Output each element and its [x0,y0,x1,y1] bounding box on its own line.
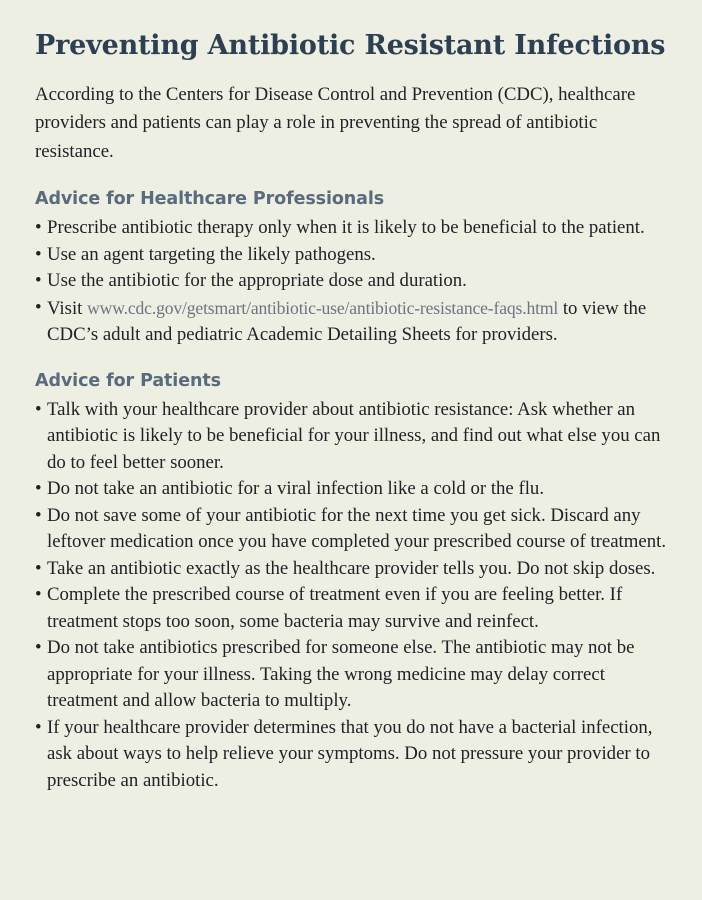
bullet-icon: • [35,584,42,606]
healthcare-item-text: Use an agent targeting the likely pathogens. [47,243,376,265]
bullet-icon: • [35,716,42,738]
patient-item-text: If your healthcare provider determines that you do not have a bacterial infection, ask about ways to help relieve your symptoms. Do not pressure your provider to prescribe an antibiotic. [47,716,653,791]
patient-item-text: Complete the prescribed course of treatment even if you are feeling better. If treatment stops too soon, some bacteria may survive and reinfect. [47,584,623,632]
patient-list-item [35,503,676,556]
cdc-website-link[interactable]: www.cdc.gov/getsmart/antibiotic-use/antibiotic-resistance-faqs.html [87,297,559,318]
bullet-icon: • [35,478,42,500]
intro-paragraph: According to the Centers for Disease Control and Prevention (CDC), healthcare providers and patients can play a role in preventing the spread of antibiotic resistance. [35,84,636,162]
patients-heading: Advice for Patients [35,370,221,391]
healthcare-professionals-heading: Advice for Healthcare Professionals [35,189,385,210]
healthcare-list-item [35,268,676,295]
page-title: Preventing Antibiotic Resistant Infections [35,30,666,61]
bullet-icon: • [35,557,42,579]
healthcare-list-item [35,215,676,242]
bullet-icon: • [35,217,42,239]
patients-list [35,397,676,795]
bullet-icon: • [35,504,42,526]
patient-item-text: Do not take antibiotics prescribed for someone else. The antibiotic may not be appropriate for your illness. Taking the wrong medicine may delay correct treatment and allow bacteria to multiply. [47,637,635,712]
bullet-icon: • [35,270,42,292]
patient-list-item [35,476,676,503]
patient-item-text: Do not save some of your antibiotic for the next time you get sick. Discard any leftover medication once you have completed your prescribed course of treatment. [47,504,667,553]
healthcare-list-item [35,295,676,349]
patient-item-text: Talk with your healthcare provider about antibiotic resistance: Ask whether an antibiotic is likely to be beneficial for your illness, and find out what else you can do to feel better sooner. [47,398,661,473]
patient-list-item [35,556,676,583]
healthcare-professionals-section [35,187,676,349]
patient-list-item [35,715,676,795]
bullet-icon: • [35,637,42,659]
healthcare-item-text: Use the antibiotic for the appropriate dose and duration. [47,270,467,292]
visit-prefix-text: Visit [47,297,88,319]
bullet-icon: • [35,296,42,318]
patient-list-item [35,582,676,635]
healthcare-item-text: Prescribe antibiotic therapy only when it is likely to be beneficial to the patient. [47,217,645,239]
patient-item-text: Do not take an antibiotic for a viral infection like a cold or the flu. [47,478,545,500]
patients-section [35,369,676,795]
healthcare-list-item [35,242,676,269]
patient-item-text: Take an antibiotic exactly as the healthcare provider tells you. Do not skip doses. [47,557,656,579]
bullet-icon: • [35,398,42,420]
patient-list-item [35,635,676,715]
healthcare-professionals-list [35,215,676,349]
patient-list-item [35,397,676,477]
bullet-icon: • [35,243,42,265]
visit-suffix-text: to view the CDC’s adult and pediatric Academic Detailing Sheets for providers. [47,297,647,346]
